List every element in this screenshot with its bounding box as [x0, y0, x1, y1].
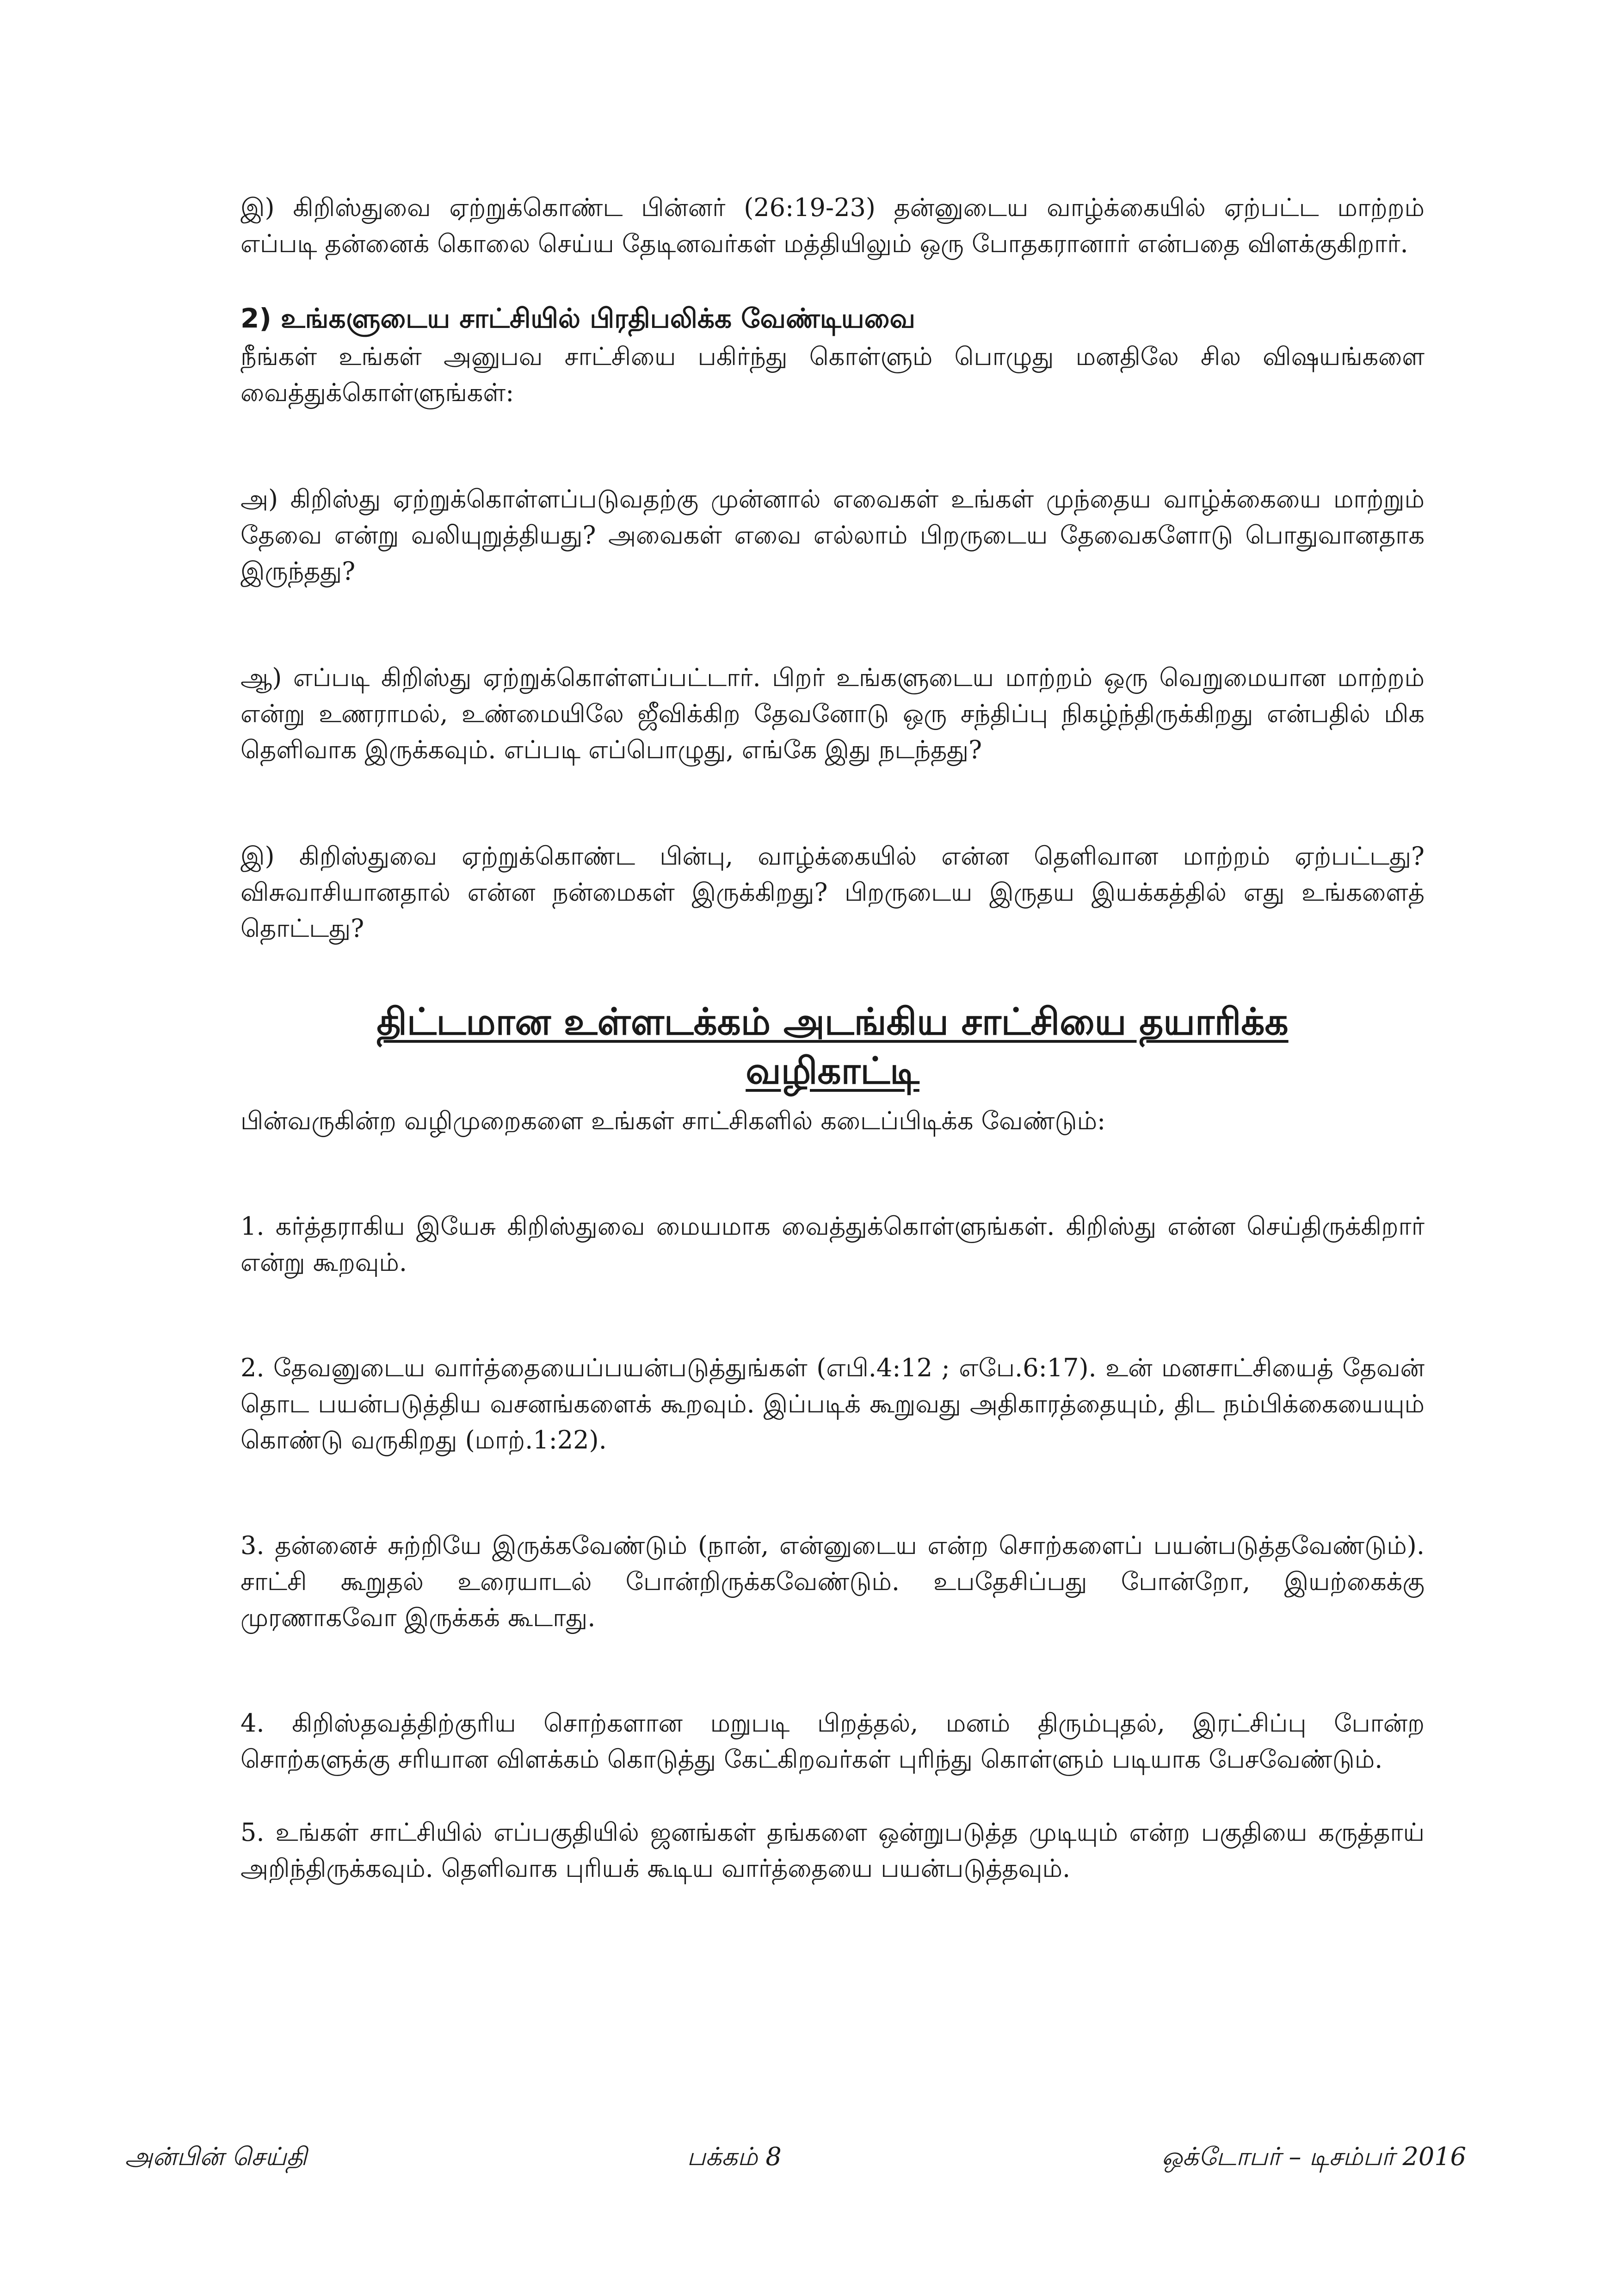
footer-page-number: பக்கம் 8: [687, 2142, 782, 2171]
footer-publication-name: அன்பின் செய்தி: [125, 2142, 307, 2171]
paragraph-ii-conversion: இ) கிறிஸ்துவை ஏற்றுக்கொண்ட பின்னர் (26:19-23) தன்னுடைய வாழ்க்கையில் ஏற்பட்ட மாற்றம் எப்படி தன்னைக் கொலை செய்ய தேடினவர்கள் மத்தியிலும் ஒரு போதகரானார் என்பதை விளக்குகிறார்.: [241, 193, 1425, 258]
paragraph-guide-intro: பின்வருகின்ற வழிமுறைகளை உங்கள் சாட்சிகளில் கடைப்பிடிக்க வேண்டும்:: [241, 1106, 1106, 1135]
list-item-3: 3. தன்னைச் சுற்றியே இருக்கவேண்டும் (நான், என்னுடைய என்ற சொற்களைப் பயன்படுத்தவேண்டும்). சாட்சி கூறுதல் உரையாடல் போன்றிருக்கவேண்டும். உபதேசிப்பது போன்றோ, இயற்கைக்கு முரணாகவோ இருக்கக் கூடாது.: [241, 1531, 1425, 1632]
footer-issue-date: ஒக்டோபர் – டிசம்பர் 2016: [1161, 2142, 1466, 2171]
list-item-4: 4. கிறிஸ்தவத்திற்குரிய சொற்களான மறுபடி பிறத்தல், மனம் திரும்புதல், இரட்சிப்பு போன்ற சொற்களுக்கு சரியான விளக்கம் கொடுத்து கேட்கிறவர்கள் புரிந்து கொள்ளும் படியாக பேசவேண்டும்.: [241, 1708, 1425, 1774]
list-item-5: 5. உங்கள் சாட்சியில் எப்பகுதியில் ஜனங்கள் தங்களை ஒன்றுபடுத்த முடியும் என்ற பகுதியை கருத்தாய் அறிந்திருக்கவும். தெளிவாக புரியக் கூடிய வார்த்தையை பயன்படுத்தவும்.: [241, 1818, 1425, 1883]
page-footer: [125, 2142, 1466, 2175]
paragraph-e: இ) கிறிஸ்துவை ஏற்றுக்கொண்ட பின்பு, வாழ்க்கையில் என்ன தெளிவான மாற்றம் ஏற்பட்டது? விசுவாசியானதால் என்ன நன்மைகள் இருக்கிறது? பிறருடைய இருதய இயக்கத்தில் எது உங்களைத் தொட்டது?: [241, 842, 1425, 943]
paragraph-intro: நீங்கள் உங்கள் அனுபவ சாட்சியை பகிர்ந்து கொள்ளும் பொழுது மனதிலே சில விஷயங்களை வைத்துக்கொள்ளுங்கள்:: [241, 342, 1425, 407]
guide-title: திட்டமான உள்ளடக்கம் அடங்கிய சாட்சியை தயாரிக்க வழிகாட்டி: [376, 1000, 1289, 1092]
paragraph-aa: ஆ) எப்படி கிறிஸ்து ஏற்றுக்கொள்ளப்பட்டார். பிறர் உங்களுடைய மாற்றம் ஒரு வெறுமையான மாற்றம் என்று உணராமல், உண்மையிலே ஜீவிக்கிற தேவனோடு ஒரு சந்திப்பு நிகழ்ந்திருக்கிறது என்பதில் மிக தெளிவாக இருக்கவும். எப்படி எப்பொழுது, எங்கே இது நடந்தது?: [241, 663, 1425, 764]
paragraph-a: அ) கிறிஸ்து ஏற்றுக்கொள்ளப்படுவதற்கு முன்னால் எவைகள் உங்கள் முந்தைய வாழ்க்கையை மாற்றும் தேவை என்று வலியுறுத்தியது? அவைகள் எவை எல்லாம் பிறருடைய தேவைகளோடு பொதுவானதாக இருந்தது?: [241, 484, 1425, 586]
page-content: [241, 190, 1425, 1887]
list-item-1: 1. கர்த்தராகிய இயேசு கிறிஸ்துவை மையமாக வைத்துக்கொள்ளுங்கள். கிறிஸ்து என்ன செய்திருக்கிறார் என்று கூறவும்.: [241, 1212, 1425, 1277]
list-item-2: 2. தேவனுடைய வார்த்தையைப்பயன்படுத்துங்கள் (எபி.4:12 ; எபே.6:17). உன் மனசாட்சியைத் தேவன் தொட பயன்படுத்திய வசனங்களைக் கூறவும். இப்படிக் கூறுவது அதிகாரத்தையும், திட நம்பிக்கையையும் கொண்டு வருகிறது (மாற்.1:22).: [241, 1353, 1425, 1454]
section-heading-testimony-reflection: 2) உங்களுடைய சாட்சியில் பிரதிபலிக்க வேண்டியவை: [241, 303, 916, 334]
